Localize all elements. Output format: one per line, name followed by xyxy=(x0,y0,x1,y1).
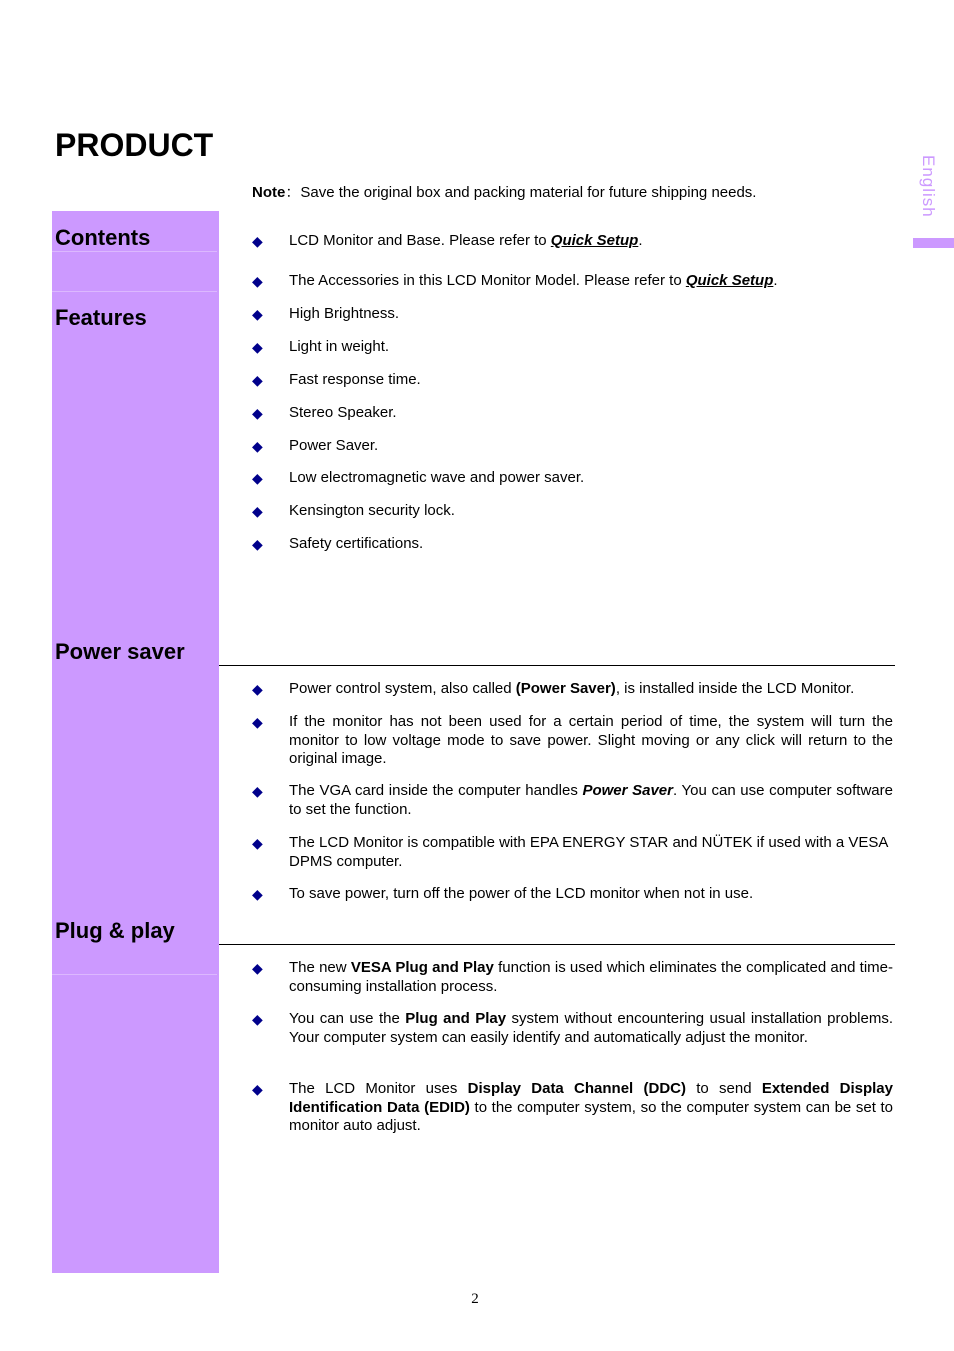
note-separator: ： xyxy=(285,184,301,201)
list-item: ◆ LCD Monitor and Base. Please refer to Quick Setup. xyxy=(252,232,643,249)
list-item: ◆ The LCD Monitor is compatible with EPA ENERGY STAR and NÜTEK if used with a VESA DPMS computer. xyxy=(252,834,888,870)
note-label: Note xyxy=(252,184,286,201)
list-item: ◆ Kensington security lock. xyxy=(252,502,455,519)
list-item: ◆ If the monitor has not been used for a certain period of time, the system will turn the monitor to low voltage mode to save power. Slight moving or any click will return to the original image. xyxy=(252,713,893,767)
bullet-diamond-icon: ◆ xyxy=(252,372,263,388)
note xyxy=(252,183,756,202)
sidebar-divider xyxy=(52,251,217,252)
language-tab[interactable]: English xyxy=(919,155,938,218)
bullet-diamond-icon: ◆ xyxy=(252,503,263,519)
bullet-diamond-icon: ◆ xyxy=(252,306,263,322)
list-item: ◆ Fast response time. xyxy=(252,371,421,388)
list-item: ◆ Light in weight. xyxy=(252,338,390,355)
list-item: ◆ To save power, turn off the power of the LCD monitor when not in use. xyxy=(252,885,754,902)
bullet-diamond-icon: ◆ xyxy=(252,470,263,486)
list-item: ◆ Low electromagnetic wave and power saver. xyxy=(252,469,585,486)
list-item: ◆ Stereo Speaker. xyxy=(252,404,397,421)
section-title-features: Features xyxy=(55,305,147,330)
section-rule xyxy=(219,944,895,945)
note-text: Save the original box and packing material for future shipping needs. xyxy=(300,184,757,201)
bullet-diamond-icon: ◆ xyxy=(252,960,263,976)
bullet-diamond-icon: ◆ xyxy=(252,681,263,697)
section-title-contents: Contents xyxy=(55,225,151,250)
section-title-plug-play: Plug & play xyxy=(55,918,175,943)
language-tab-bar xyxy=(913,238,954,248)
bullet-diamond-icon: ◆ xyxy=(252,783,263,799)
bullet-diamond-icon: ◆ xyxy=(252,835,263,851)
list-item: ◆ Power control system, also called (Power Saver), is installed inside the LCD Monitor. xyxy=(252,680,855,697)
bullet-diamond-icon: ◆ xyxy=(252,405,263,421)
bullet-diamond-icon: ◆ xyxy=(252,233,263,249)
quick-setup-link[interactable]: Quick Setup xyxy=(685,272,774,289)
bullet-diamond-icon: ◆ xyxy=(252,438,263,454)
list-item: ◆ The Accessories in this LCD Monitor Model. Please refer to Quick Setup. xyxy=(252,272,778,289)
bullet-diamond-icon: ◆ xyxy=(252,273,263,289)
list-item: ◆ The new VESA Plug and Play function is used which eliminates the complicated and time-consuming installation process. xyxy=(252,959,893,995)
list-item: ◆ The LCD Monitor uses Display Data Channel (DDC) to send Extended Display Identification Data (EDID) to the computer system, so the computer system can be set to monitor auto adjust. xyxy=(252,1080,894,1134)
page-number: 2 xyxy=(471,1291,479,1307)
bullet-diamond-icon: ◆ xyxy=(252,714,263,730)
sidebar-divider xyxy=(52,291,217,292)
sidebar xyxy=(52,211,219,1273)
bullet-diamond-icon: ◆ xyxy=(252,886,263,902)
list-item: ◆ The VGA card inside the computer handles Power Saver. You can use computer software to set the function. xyxy=(252,782,893,818)
quick-setup-link[interactable]: Quick Setup xyxy=(550,232,639,249)
list-item: ◆ High Brightness. xyxy=(252,305,400,322)
bullet-diamond-icon: ◆ xyxy=(252,536,263,552)
list-item: ◆ Safety certifications. xyxy=(252,535,424,552)
bullet-diamond-icon: ◆ xyxy=(252,1081,263,1097)
sidebar-divider xyxy=(52,974,217,975)
section-rule xyxy=(219,665,895,666)
bullet-diamond-icon: ◆ xyxy=(252,1011,263,1027)
bullet-diamond-icon: ◆ xyxy=(252,339,263,355)
section-title-power-saver: Power saver xyxy=(55,639,185,664)
list-item: ◆ Power Saver. xyxy=(252,437,379,454)
list-item: ◆ You can use the Plug and Play system without encountering usual installation problems. Your computer system can easily identify and automatically adjust the monitor. xyxy=(252,1010,893,1046)
page-title: PRODUCT xyxy=(55,127,214,163)
